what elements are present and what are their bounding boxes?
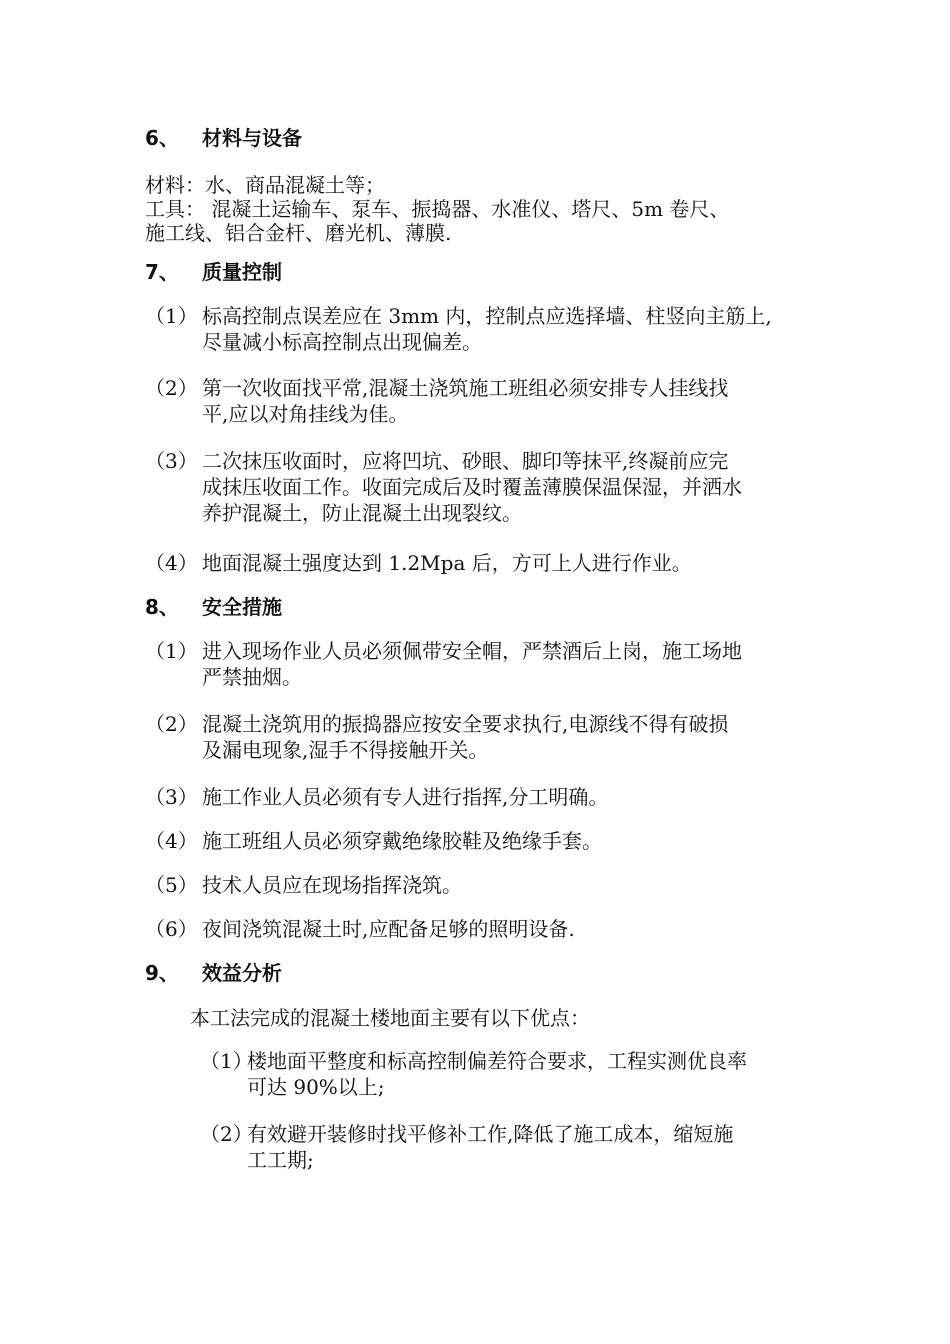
item-text — [202, 303, 772, 355]
item-line: 地面混凝土强度达到 1.2Mpa 后，方可上人进行作业。 — [202, 551, 692, 575]
section-title: 效益分析 — [202, 961, 282, 985]
section-number: 7、 — [145, 260, 179, 284]
item-line: 进入现场作业人员必须佩带安全帽，严禁酒后上岗，施工场地 — [202, 639, 742, 663]
item-line: 夜间浇筑混凝土时,应配备足够的照明设备. — [202, 917, 575, 941]
section-number: 6、 — [145, 126, 179, 150]
item-line: 及漏电现象,湿手不得接触开关。 — [202, 738, 489, 762]
section-title: 质量控制 — [202, 260, 282, 284]
item-text — [202, 711, 728, 763]
item-line: 成抹压收面工作。收面完成后及时覆盖薄膜保温保湿，并洒水 — [202, 475, 742, 499]
item-marker: （5） — [145, 873, 198, 897]
item-text — [202, 550, 692, 576]
item-line: 标高控制点误差应在 3mm 内，控制点应选择墙、柱竖向主筋上, — [202, 304, 772, 328]
item-line: 工工期; — [247, 1148, 314, 1172]
tools-line-2: 施工线、铝合金杆、磨光机、薄膜. — [145, 221, 452, 245]
section-number: 9、 — [145, 961, 179, 985]
item-marker: （2） — [145, 376, 198, 400]
section-heading-benefit — [145, 960, 282, 986]
item-marker: （3） — [145, 449, 198, 473]
item-marker: （2） — [200, 1122, 253, 1146]
section-title: 材料与设备 — [202, 126, 302, 150]
item-line: 施工作业人员必须有专人进行指挥,分工明确。 — [202, 785, 609, 809]
section-heading-materials — [145, 125, 302, 151]
section-heading-quality — [145, 259, 282, 285]
item-text — [202, 872, 462, 898]
item-line: 可达 90%以上; — [247, 1075, 385, 1099]
section-number: 8、 — [145, 595, 179, 619]
benefit-intro: 本工法完成的混凝土楼地面主要有以下优点： — [190, 1006, 590, 1030]
item-marker: （1） — [145, 304, 198, 328]
item-text — [202, 784, 608, 810]
item-text — [247, 1048, 747, 1100]
item-text — [202, 638, 742, 690]
item-line: 第一次收面找平常,混凝土浇筑施工班组必须安排专人挂线找 — [202, 376, 729, 400]
item-line: 平,应以对角挂线为佳。 — [202, 402, 409, 426]
item-line: 施工班组人员必须穿戴绝缘胶鞋及绝缘手套。 — [202, 829, 602, 853]
item-line: 严禁抽烟。 — [202, 665, 302, 689]
item-marker: （2） — [145, 712, 198, 736]
item-marker: （1） — [145, 639, 198, 663]
section-heading-safety — [145, 594, 282, 620]
item-text — [202, 828, 602, 854]
item-line: 二次抹压收面时，应将凹坑、砂眼、脚印等抹平,终凝前应完 — [202, 449, 729, 473]
item-text — [202, 916, 575, 942]
item-marker: （4） — [145, 829, 198, 853]
item-line: 楼地面平整度和标高控制偏差符合要求，工程实测优良率 — [247, 1049, 747, 1073]
item-line: 养护混凝土，防止混凝土出现裂纹。 — [202, 501, 522, 525]
item-text — [247, 1121, 733, 1173]
item-marker: （3） — [145, 785, 198, 809]
item-line: 尽量减小标高控制点出现偏差。 — [202, 330, 482, 354]
tools-line-1: 工具： 混凝土运输车、泵车、振捣器、水准仪、塔尺、5m 卷尺、 — [145, 197, 730, 221]
item-marker: （4） — [145, 551, 198, 575]
item-text — [202, 448, 742, 526]
item-text — [202, 375, 728, 427]
item-line: 技术人员应在现场指挥浇筑。 — [202, 873, 462, 897]
materials-line: 材料：水、商品混凝土等； — [145, 173, 385, 197]
item-line: 混凝土浇筑用的振捣器应按安全要求执行,电源线不得有破损 — [202, 712, 729, 736]
item-line: 有效避开装修时找平修补工作,降低了施工成本，缩短施 — [247, 1122, 734, 1146]
section-title: 安全措施 — [202, 595, 282, 619]
item-marker: （6） — [145, 917, 198, 941]
item-marker: （1） — [200, 1049, 253, 1073]
